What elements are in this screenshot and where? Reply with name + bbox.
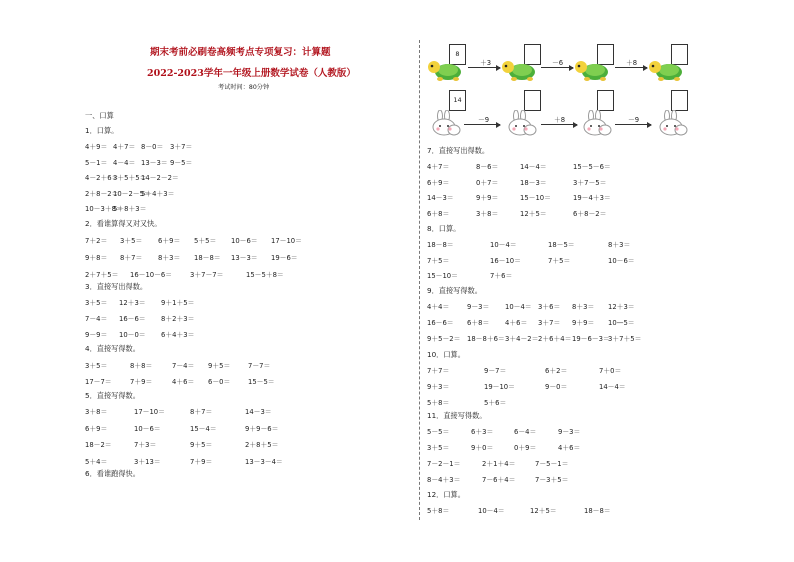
page-subtitle: 2022-2023学年一年级上册数学试卷（人教版） xyxy=(147,68,356,79)
q7-expression: 14－4＝ xyxy=(520,163,547,171)
q8-expression: 7＋5＝ xyxy=(427,256,450,265)
q10-label: 10．口算。 xyxy=(427,350,465,359)
q5-expression: 6＋9＝ xyxy=(85,424,108,433)
rabbit-answer-box-3[interactable] xyxy=(671,90,688,111)
q9-expression: 9－3＝ xyxy=(467,303,490,311)
q1-expression: 13－3＝ xyxy=(141,158,168,167)
q12-expression: 18－8＝ xyxy=(584,507,611,515)
rabbit-icon xyxy=(504,110,538,138)
q11-label: 11．直接写得数。 xyxy=(427,411,487,420)
q1-expression: 14－2－2＝ xyxy=(141,174,179,182)
q7-expression: 6＋8＝ xyxy=(427,209,450,218)
q1-expression: 4－2＋6＝ xyxy=(85,174,119,182)
q7-expression: 18－3＝ xyxy=(520,178,547,187)
q1-label: 1．口算。 xyxy=(85,126,119,135)
q9-label: 9．直接写得数。 xyxy=(427,286,482,295)
turtle-op-2: －6 xyxy=(552,59,564,67)
q1-expression: 5＋4＋3＝ xyxy=(141,189,175,198)
q9-expression: 9＋9＝ xyxy=(572,319,595,327)
rabbit-icon xyxy=(579,110,613,138)
q11-expression: 9－3＝ xyxy=(558,428,581,436)
q4-expression: 9＋5＝ xyxy=(208,362,231,370)
q10-expression: 14－4＝ xyxy=(599,383,626,391)
q1-expression: 4＋7＝ xyxy=(113,143,136,151)
q4-expression: 7－7＝ xyxy=(248,362,271,370)
rabbit-icon xyxy=(428,110,462,138)
q9-expression: 3＋7＋5＝ xyxy=(608,335,642,343)
q3-label: 3．直接写出得数。 xyxy=(85,282,148,291)
q8-expression: 7＋6＝ xyxy=(490,272,513,280)
q5-expression: 8＋7＝ xyxy=(190,408,213,416)
q4-label: 4．直接写得数。 xyxy=(85,344,140,353)
q2-expression: 17－10＝ xyxy=(271,237,302,245)
arrow-icon xyxy=(615,124,651,125)
q1-expression: 5＋8＋3＝ xyxy=(113,205,147,213)
q12-label: 12．口算。 xyxy=(427,490,465,499)
q4-expression: 6－0＝ xyxy=(208,378,231,386)
q12-expression: 12＋5＝ xyxy=(530,507,557,515)
q2-expression: 8＋7＝ xyxy=(120,254,143,262)
q7-expression: 4＋7＝ xyxy=(427,163,450,171)
q2-expression: 15－5＋8＝ xyxy=(246,271,284,279)
q3-expression: 16－6＝ xyxy=(119,315,146,323)
arrow-icon xyxy=(464,124,500,125)
arrow-icon xyxy=(541,67,573,68)
q4-expression: 15－5＝ xyxy=(248,378,275,386)
q11-expression: 5－5＝ xyxy=(427,428,450,436)
q12-expression: 10－4＝ xyxy=(478,507,505,515)
q6-label: 6．看谁跑得快。 xyxy=(85,469,140,478)
q1-expression: 9－5＝ xyxy=(170,158,193,167)
q2-label: 2．看谁算得又对又快。 xyxy=(85,219,162,228)
q11-expression: 7－5－1＝ xyxy=(535,460,569,468)
q9-expression: 2＋6＋4＝ xyxy=(538,335,572,343)
q5-expression: 3＋8＝ xyxy=(85,408,108,416)
arrow-icon xyxy=(468,67,500,68)
q10-expression: 9－0＝ xyxy=(545,383,568,391)
rabbit-answer-box-1[interactable] xyxy=(524,90,541,111)
q7-expression: 8－6＝ xyxy=(476,163,499,171)
turtle-icon xyxy=(426,57,466,83)
q7-expression: 12＋5＝ xyxy=(520,209,547,218)
q1-expression: 5－1＝ xyxy=(85,158,108,167)
q4-expression: 7＋9＝ xyxy=(130,378,153,386)
q12-expression: 5＋8＝ xyxy=(427,507,450,515)
q2-expression: 9＋8＝ xyxy=(85,254,108,262)
arrow-icon xyxy=(615,67,647,68)
q7-expression: 9＋9＝ xyxy=(476,194,499,202)
q2-expression: 6＋9＝ xyxy=(158,237,181,245)
q8-expression: 18－5＝ xyxy=(548,241,575,249)
turtle-start-box: 8 xyxy=(449,44,466,65)
q10-expression: 6＋2＝ xyxy=(545,367,568,375)
q11-expression: 2＋1＋4＝ xyxy=(482,460,516,468)
q11-expression: 7－6＋4＝ xyxy=(482,476,516,484)
q11-expression: 6－4＝ xyxy=(514,428,537,436)
q5-expression: 7＋9＝ xyxy=(190,457,213,466)
q5-expression: 3＋13＝ xyxy=(134,457,161,466)
q7-expression: 15－5－6＝ xyxy=(573,163,611,171)
q1-expression: 8－0＝ xyxy=(141,143,164,151)
q1-expression: 3＋7＝ xyxy=(170,143,193,151)
q3-expression: 3＋5＝ xyxy=(85,299,108,307)
q5-expression: 10－6＝ xyxy=(134,424,161,433)
q10-expression: 19－10＝ xyxy=(484,383,515,391)
q3-expression: 7－4＝ xyxy=(85,315,108,323)
q2-expression: 16－10－6＝ xyxy=(130,271,173,279)
q9-expression: 6＋8＝ xyxy=(467,319,490,327)
q2-expression: 3＋5＝ xyxy=(120,237,143,245)
q5-expression: 14－3＝ xyxy=(245,408,272,416)
q10-expression: 9－7＝ xyxy=(484,367,507,375)
q8-expression: 7＋5＝ xyxy=(548,256,571,265)
q9-expression: 10－4＝ xyxy=(505,303,532,311)
q9-expression: 19－6－3＝ xyxy=(572,335,610,343)
q2-expression: 19－6＝ xyxy=(271,254,298,262)
q9-expression: 18－8＋6＝ xyxy=(467,335,505,343)
q5-expression: 18－2＝ xyxy=(85,441,112,449)
q4-expression: 3＋5＝ xyxy=(85,362,108,370)
q2-expression: 3＋7－7＝ xyxy=(190,271,224,279)
q9-expression: 4＋6＝ xyxy=(505,319,528,327)
q8-expression: 15－10＝ xyxy=(427,272,458,280)
q11-expression: 7－3＋5＝ xyxy=(535,476,569,484)
q1-expression: 4＋9＝ xyxy=(85,143,108,151)
q2-expression: 7＋2＝ xyxy=(85,237,108,245)
q5-expression: 13－3－4＝ xyxy=(245,457,283,466)
q7-label: 7．直接写出得数。 xyxy=(427,146,490,155)
q3-expression: 10－0＝ xyxy=(119,331,146,339)
q1-expression: 3＋5＋5＝ xyxy=(113,174,147,182)
q8-expression: 16－10＝ xyxy=(490,256,521,265)
q7-expression: 6＋8－2＝ xyxy=(573,209,607,218)
q11-expression: 0＋9＝ xyxy=(514,444,537,452)
q1-expression: 10－2－5＝ xyxy=(113,189,151,198)
q8-expression: 10－4＝ xyxy=(490,241,517,249)
q4-expression: 4＋6＝ xyxy=(172,378,195,386)
rabbit-icon xyxy=(655,110,689,138)
q5-label: 5．直接写得数。 xyxy=(85,391,140,400)
q10-expression: 7＋7＝ xyxy=(427,367,450,375)
q5-expression: 15－4＝ xyxy=(190,424,217,433)
q2-expression: 13－3＝ xyxy=(231,254,258,262)
q3-expression: 8＋2＋3＝ xyxy=(161,315,195,323)
q7-expression: 15－10＝ xyxy=(520,194,551,202)
q11-expression: 7－2－1＝ xyxy=(427,460,461,468)
q9-expression: 9＋5－2＝ xyxy=(427,335,461,343)
q9-expression: 10—5＝ xyxy=(608,319,635,327)
q9-expression: 3＋4－2＝ xyxy=(505,335,539,343)
q4-expression: 8＋8＝ xyxy=(130,362,153,370)
exam-time: 考试时间：80分钟 xyxy=(218,84,270,91)
q5-expression: 17－10＝ xyxy=(134,408,165,416)
q1-expression: 10－3＋8＝ xyxy=(85,205,123,213)
q11-expression: 9＋0＝ xyxy=(471,444,494,452)
q8-expression: 8＋3＝ xyxy=(608,241,631,249)
q2-expression: 10－6＝ xyxy=(231,237,258,245)
q7-expression: 6＋9＝ xyxy=(427,178,450,187)
q9-expression: 12＋3＝ xyxy=(608,303,635,311)
q3-expression: 12＋3＝ xyxy=(119,299,146,307)
rabbit-op-1: －9 xyxy=(478,116,490,124)
q5-expression: 9＋5＝ xyxy=(190,441,213,449)
q7-expression: 3＋8＝ xyxy=(476,209,499,218)
q5-expression: 7＋3＝ xyxy=(134,441,157,449)
q2-expression: 2＋7＋5＝ xyxy=(85,271,119,279)
turtle-op-1: ＋3 xyxy=(480,59,492,67)
q8-expression: 18－8＝ xyxy=(427,241,454,249)
q10-expression: 9＋3＝ xyxy=(427,383,450,391)
part-heading: 一、口算 xyxy=(85,111,114,120)
q8-label: 8．口算。 xyxy=(427,224,461,233)
q4-expression: 17－7＝ xyxy=(85,378,112,386)
q10-expression: 5＋6＝ xyxy=(484,399,507,407)
q7-expression: 3＋7－5＝ xyxy=(573,178,607,187)
rabbit-start-box: 14 xyxy=(449,90,466,111)
q10-expression: 5＋8＝ xyxy=(427,399,450,407)
q1-expression: 4－4＝ xyxy=(113,158,136,167)
arrow-icon xyxy=(541,124,577,125)
q2-expression: 5＋5＝ xyxy=(194,237,217,245)
q2-expression: 8＋3＝ xyxy=(158,254,181,262)
turtle-op-3: ＋8 xyxy=(626,59,638,67)
q5-expression: 9＋9－6＝ xyxy=(245,424,279,433)
q7-expression: 19－4＋3＝ xyxy=(573,194,611,202)
q4-expression: 7－4＝ xyxy=(172,362,195,370)
q1-expression: 2＋8－2＝ xyxy=(85,189,119,198)
q11-expression: 4＋6＝ xyxy=(558,444,581,452)
rabbit-answer-box-2[interactable] xyxy=(597,90,614,111)
column-divider xyxy=(419,40,420,520)
q11-expression: 3＋5＝ xyxy=(427,444,450,452)
q9-expression: 3＋6＝ xyxy=(538,303,561,311)
q11-expression: 8－4＋3＝ xyxy=(427,476,461,484)
turtle-icon xyxy=(647,57,687,83)
turtle-icon xyxy=(500,57,540,83)
rabbit-op-2: ＋8 xyxy=(554,116,566,124)
q8-expression: 10－6＝ xyxy=(608,256,635,265)
q2-expression: 18－8＝ xyxy=(194,254,221,262)
page-title: 期末考前必刷卷高频考点专项复习：计算题 xyxy=(150,47,331,58)
q3-expression: 9－9＝ xyxy=(85,331,108,339)
q9-expression: 4＋4＝ xyxy=(427,303,450,311)
q5-expression: 2＋8＋5＝ xyxy=(245,441,279,449)
q9-expression: 8＋3＝ xyxy=(572,303,595,311)
turtle-icon xyxy=(573,57,613,83)
q11-expression: 6＋3＝ xyxy=(471,428,494,436)
rabbit-op-3: －9 xyxy=(628,116,640,124)
q9-expression: 3＋7＝ xyxy=(538,319,561,327)
q10-expression: 7＋0＝ xyxy=(599,367,622,375)
q7-expression: 14－3＝ xyxy=(427,194,454,202)
q3-expression: 9＋1＋5＝ xyxy=(161,299,195,307)
q5-expression: 5＋4＝ xyxy=(85,457,108,466)
q9-expression: 16－6＝ xyxy=(427,319,454,327)
q7-expression: 0＋7＝ xyxy=(476,178,499,187)
q3-expression: 6＋4＋3＝ xyxy=(161,331,195,339)
